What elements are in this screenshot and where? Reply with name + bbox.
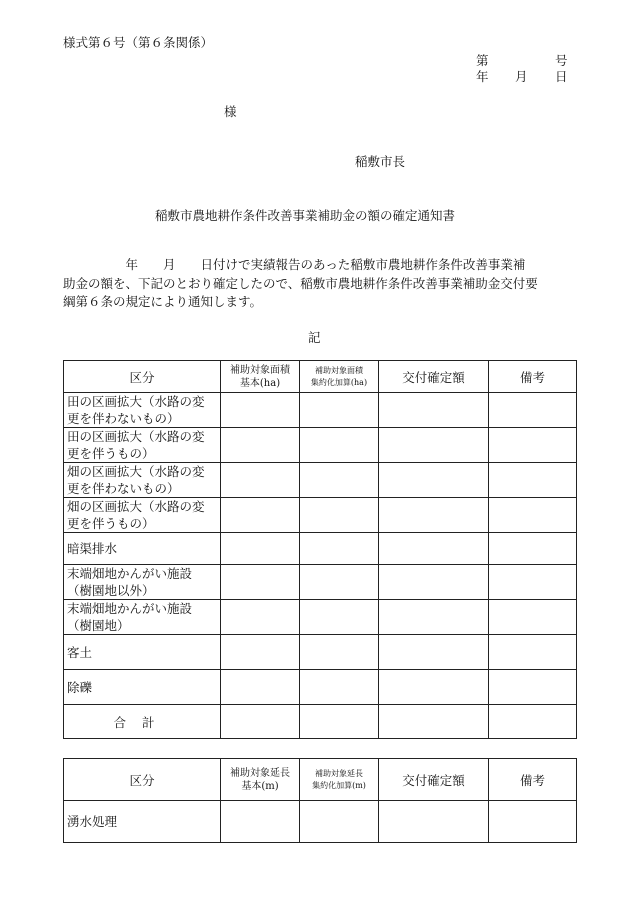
header-line: 集約化加算(m) xyxy=(312,780,366,790)
cell-area-basic xyxy=(221,498,300,533)
category-line: （樹園地） xyxy=(67,618,130,633)
body-line: 助金の額を、下記のとおり確定したので、稲敷市農地耕作条件改善事業補助金交付要 xyxy=(63,275,538,291)
cell-area-basic xyxy=(221,705,300,739)
cell-area-consolidation xyxy=(300,705,379,739)
header-line: 基本(ha) xyxy=(239,377,281,389)
cell-confirmed-amount xyxy=(379,533,489,565)
ki-heading: 記 xyxy=(308,330,321,345)
header-line: 補助対象面積 xyxy=(315,365,363,375)
date-day-label: 日 xyxy=(555,69,568,84)
category-line: 更を伴わないもの） xyxy=(67,481,180,496)
cell-confirmed-amount xyxy=(379,600,489,635)
cell-area-consolidation xyxy=(300,600,379,635)
header-line: 集約化加算(ha) xyxy=(310,377,368,387)
row-category xyxy=(64,600,221,635)
total-label-text: 合計 xyxy=(113,714,171,730)
row-category xyxy=(64,565,221,600)
addressee-suffix: 様 xyxy=(224,104,237,119)
row-category xyxy=(64,498,221,533)
cell-area-consolidation xyxy=(300,498,379,533)
cell-area-consolidation xyxy=(300,428,379,463)
cell-area-basic xyxy=(221,565,300,600)
header-line: 補助対象面積 xyxy=(230,364,290,376)
cell-area-consolidation xyxy=(300,635,379,670)
length-table xyxy=(63,758,577,843)
cell-area-basic xyxy=(221,635,300,670)
cell-area-consolidation xyxy=(300,670,379,705)
cell-area-consolidation xyxy=(300,463,379,498)
table-row xyxy=(64,670,577,705)
cell-area-basic xyxy=(221,428,300,463)
header-length-consolidation xyxy=(300,759,379,801)
cell-length-consolidation xyxy=(300,801,379,843)
header-area-consolidation xyxy=(300,361,379,393)
cell-confirmed-amount xyxy=(379,393,489,428)
area-table xyxy=(63,360,577,739)
number-label-prefix: 第 xyxy=(476,53,489,68)
body-line: 年 月 日付けで実績報告のあった稲敷市農地耕作条件改善事業補 xyxy=(63,257,526,272)
table-row xyxy=(64,428,577,463)
cell-length-basic xyxy=(221,801,300,843)
date-month-label: 月 xyxy=(515,69,528,84)
category-line: 畑の区画拡大（水路の変 xyxy=(67,499,205,514)
cell-remarks xyxy=(489,635,577,670)
body-line: 綱第６条の規定により通知します。 xyxy=(63,294,263,309)
table-row xyxy=(64,635,577,670)
header-confirmed-amount: 交付確定額 xyxy=(379,759,489,801)
cell-confirmed-amount xyxy=(379,498,489,533)
cell-confirmed-amount xyxy=(379,463,489,498)
body-paragraph xyxy=(63,256,583,312)
cell-area-basic xyxy=(221,670,300,705)
header-line: 補助対象延長 xyxy=(230,767,290,779)
cell-area-basic xyxy=(221,463,300,498)
category-line: 畑の区画拡大（水路の変 xyxy=(67,464,205,479)
cell-remarks xyxy=(489,393,577,428)
header-confirmed-amount: 交付確定額 xyxy=(379,361,489,393)
table-row xyxy=(64,600,577,635)
row-category: 客土 xyxy=(64,635,221,670)
table-row xyxy=(64,498,577,533)
category-line: （樹園地以外） xyxy=(67,583,155,598)
category-line: 末端畑地かんがい施設 xyxy=(67,601,193,616)
header-category: 区分 xyxy=(64,361,221,393)
table-header-row xyxy=(64,759,577,801)
header-line: 基本(m) xyxy=(241,780,279,792)
cell-remarks xyxy=(489,670,577,705)
header-area-basic xyxy=(221,361,300,393)
category-line: 更を伴うもの） xyxy=(67,446,155,461)
number-label-suffix: 号 xyxy=(555,53,568,68)
cell-remarks xyxy=(489,428,577,463)
total-label xyxy=(64,705,221,739)
table-row xyxy=(64,463,577,498)
cell-area-basic xyxy=(221,393,300,428)
row-category: 除礫 xyxy=(64,670,221,705)
cell-remarks xyxy=(489,498,577,533)
category-line: 田の区画拡大（水路の変 xyxy=(67,394,205,409)
row-category xyxy=(64,428,221,463)
cell-area-consolidation xyxy=(300,565,379,600)
header-remarks: 備考 xyxy=(489,759,577,801)
total-row xyxy=(64,705,577,739)
cell-confirmed-amount xyxy=(379,705,489,739)
cell-confirmed-amount xyxy=(379,565,489,600)
cell-confirmed-amount xyxy=(379,801,489,843)
table-row xyxy=(64,565,577,600)
table-row xyxy=(64,801,577,843)
cell-remarks xyxy=(489,533,577,565)
sender-name: 稲敷市長 xyxy=(355,154,406,169)
date-year-label: 年 xyxy=(476,69,489,84)
cell-remarks xyxy=(489,565,577,600)
category-line: 更を伴わないもの） xyxy=(67,411,180,426)
cell-area-basic xyxy=(221,600,300,635)
category-line: 更を伴うもの） xyxy=(67,516,155,531)
cell-remarks xyxy=(489,600,577,635)
cell-area-basic xyxy=(221,533,300,565)
cell-remarks xyxy=(489,705,577,739)
cell-confirmed-amount xyxy=(379,428,489,463)
header-length-basic xyxy=(221,759,300,801)
cell-area-consolidation xyxy=(300,533,379,565)
form-id: 様式第６号（第６条関係） xyxy=(63,35,214,50)
header-remarks: 備考 xyxy=(489,361,577,393)
row-category: 暗渠排水 xyxy=(64,533,221,565)
row-category: 湧水処理 xyxy=(64,801,221,843)
category-line: 田の区画拡大（水路の変 xyxy=(67,429,205,444)
table-row xyxy=(64,393,577,428)
header-line: 補助対象延長 xyxy=(315,768,363,778)
cell-confirmed-amount xyxy=(379,670,489,705)
cell-remarks xyxy=(489,463,577,498)
cell-confirmed-amount xyxy=(379,635,489,670)
document-title: 稲敷市農地耕作条件改善事業補助金の額の確定通知書 xyxy=(155,208,456,223)
row-category xyxy=(64,393,221,428)
row-category xyxy=(64,463,221,498)
table-header-row xyxy=(64,361,577,393)
table-row xyxy=(64,533,577,565)
cell-remarks xyxy=(489,801,577,843)
header-category: 区分 xyxy=(64,759,221,801)
cell-area-consolidation xyxy=(300,393,379,428)
category-line: 末端畑地かんがい施設 xyxy=(67,566,193,581)
